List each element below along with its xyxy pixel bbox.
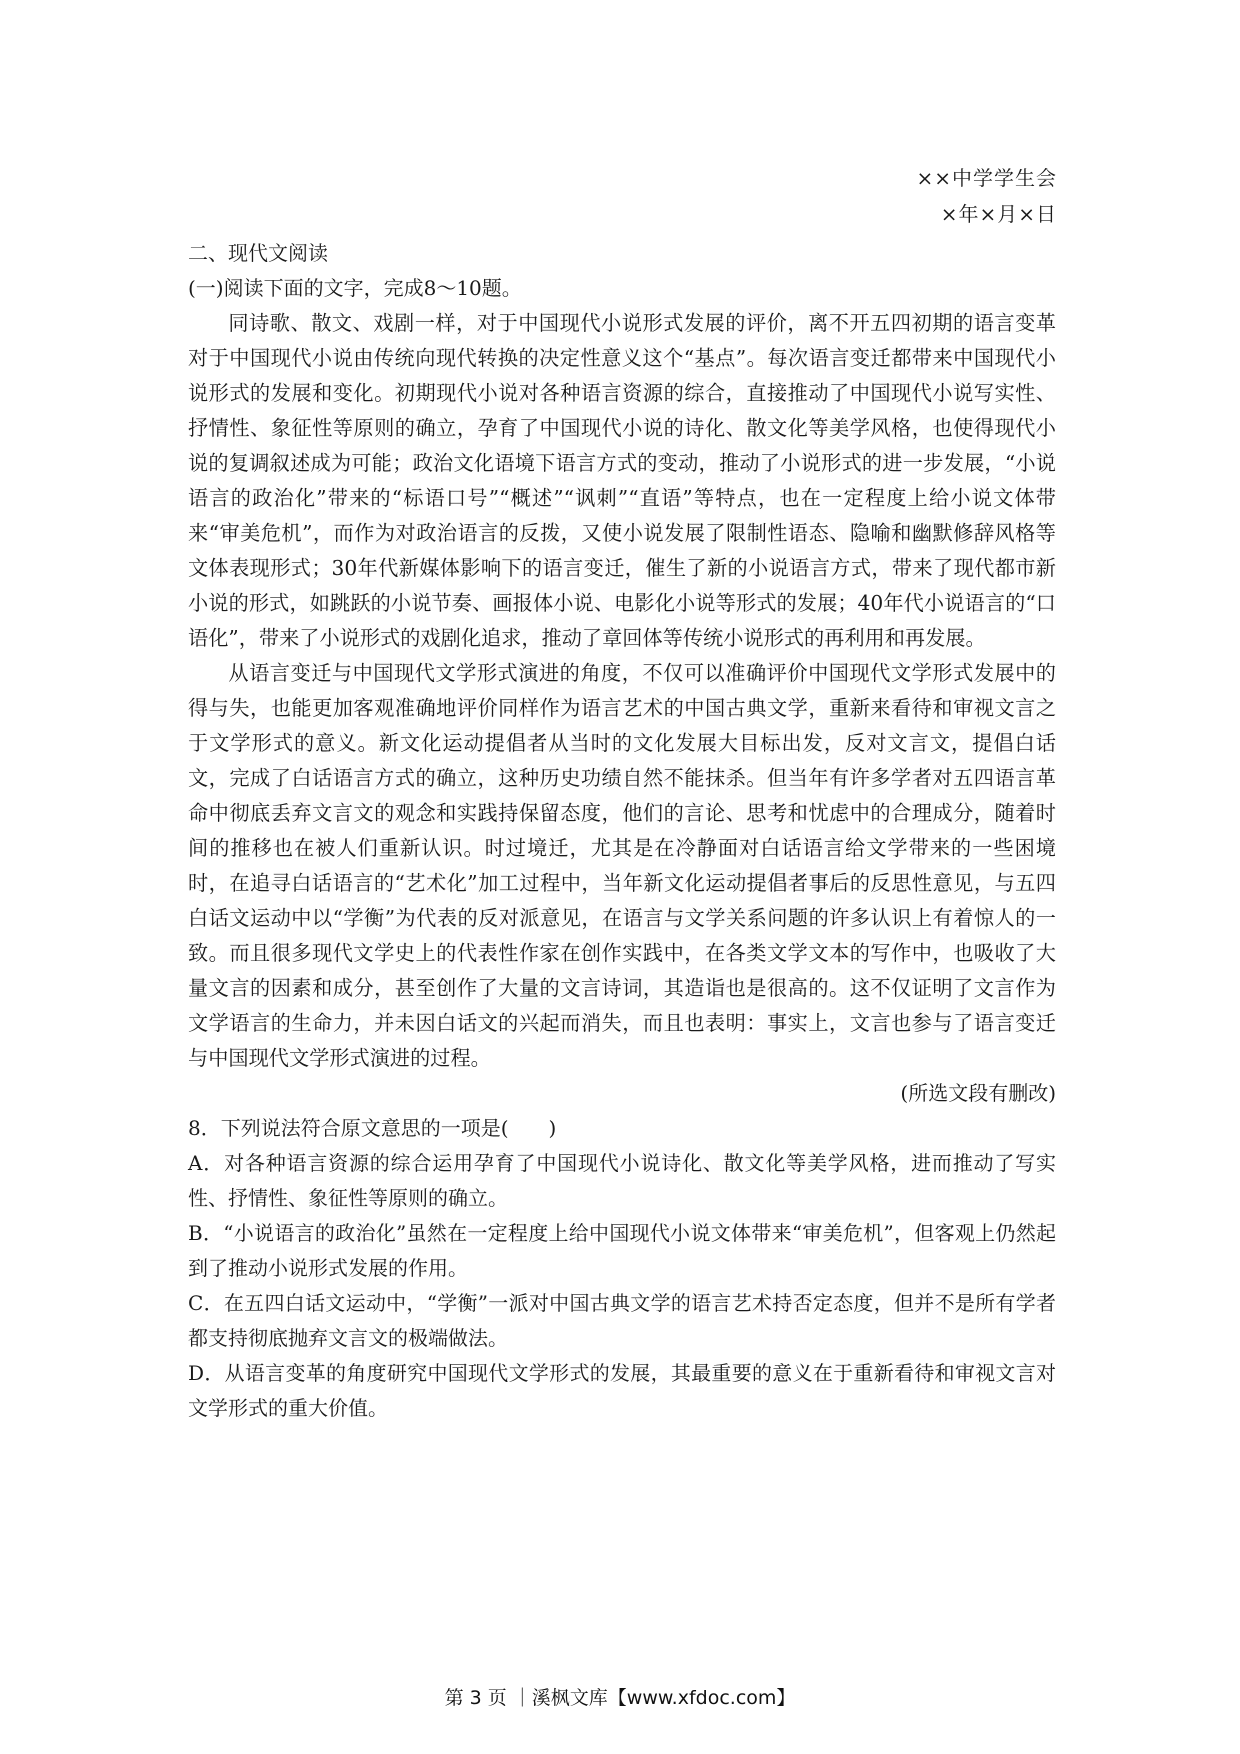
passage-paragraph-2: 从语言变迁与中国现代文学形式演进的角度，不仅可以准确评价中国现代文学形式发展中的得与失，也能更加客观准确地评价同样作为语言艺术的中国古典文学，重新来看待和审视文言之于文学形式的意义。新文化运动提倡者从当时的文化发展大目标出发，反对文言文，提倡白话文，完成了白话语言方式的确立，这种历史功绩自然不能抹杀。但当年有许多学者对五四语言革命中彻底丢弃文言文的观念和实践持保留态度，他们的言论、思考和忧虑中的合理成分，随着时间的推移也在被人们重新认识。时过境迁，尤其是在冷静面对白话语言给文学带来的一些困境时，在追寻白话语言的“艺术化”加工过程中，当年新文化运动提倡者事后的反思性意见，与五四白话文运动中以“学衡”为代表的反对派意见，在语言与文学关系问题的许多认识上有着惊人的一致。而且很多现代文学史上的代表性作家在创作实践中，在各类文学文本的写作中，也吸收了大量文言的因素和成分，甚至创作了大量的文言诗词，其造诣也是很高的。这不仅证明了文言作为文学语言的生命力，并未因白话文的兴起而消失，而且也表明：事实上，文言也参与了语言变迁与中国现代文学形式演进的过程。 xyxy=(188,661,1056,1070)
option-b: B．“小说语言的政治化”虽然在一定程度上给中国现代小说文体带来“审美危机”，但客观上仍然起到了推动小说形式发展的作用。 xyxy=(188,1221,1056,1280)
passage-source-note: (所选文段有删改) xyxy=(900,1081,1056,1105)
option-c: C．在五四白话文运动中，“学衡”一派对中国古典文学的语言艺术持否定态度，但并不是所有学者都支持彻底抛弃文言文的极端做法。 xyxy=(188,1291,1056,1350)
page-footer: 第 3 页 ｜溪枫文库【www.xfdoc.com】 xyxy=(444,1687,796,1709)
section-title: 二、现代文阅读 xyxy=(188,241,328,265)
option-d: D．从语言变革的角度研究中国现代文学形式的发展，其最重要的意义在于重新看待和审视文言对文学形式的重大价值。 xyxy=(188,1361,1056,1420)
signature-date: ×年×月×日 xyxy=(940,202,1057,226)
section-instruction: (一)阅读下面的文字，完成8～10题。 xyxy=(188,276,522,300)
question-stem: 8．下列说法符合原文意思的一项是( ) xyxy=(188,1116,557,1140)
main-content xyxy=(188,236,1056,1426)
signature-organization: ××中学学生会 xyxy=(916,166,1057,190)
option-a: A．对各种语言资源的综合运用孕育了中国现代小说诗化、散文化等美学风格，进而推动了写实性、抒情性、象征性等原则的确立。 xyxy=(188,1151,1056,1210)
passage-paragraph-1: 同诗歌、散文、戏剧一样，对于中国现代小说形式发展的评价，离不开五四初期的语言变革对于中国现代小说由传统向现代转换的决定性意义这个“基点”。每次语言变迁都带来中国现代小说形式的发展和变化。初期现代小说对各种语言资源的综合，直接推动了中国现代小说写实性、抒情性、象征性等原则的确立，孕育了中国现代小说的诗化、散文化等美学风格，也使得现代小说的复调叙述成为可能；政治文化语境下语言方式的变动，推动了小说形式的进一步发展，“小说语言的政治化”带来的“标语口号”“概述”“讽刺”“直语”等特点，也在一定程度上给小说文体带来“审美危机”，而作为对政治语言的反拨，又使小说发展了限制性语态、隐喻和幽默修辞风格等文体表现形式；30年代新媒体影响下的语言变迁，催生了新的小说语言方式，带来了现代都市新小说的形式，如跳跃的小说节奏、画报体小说、电影化小说等形式的发展；40年代小说语言的“口语化”，带来了小说形式的戏剧化追求，推动了章回体等传统小说形式的再利用和再发展。 xyxy=(188,311,1056,650)
